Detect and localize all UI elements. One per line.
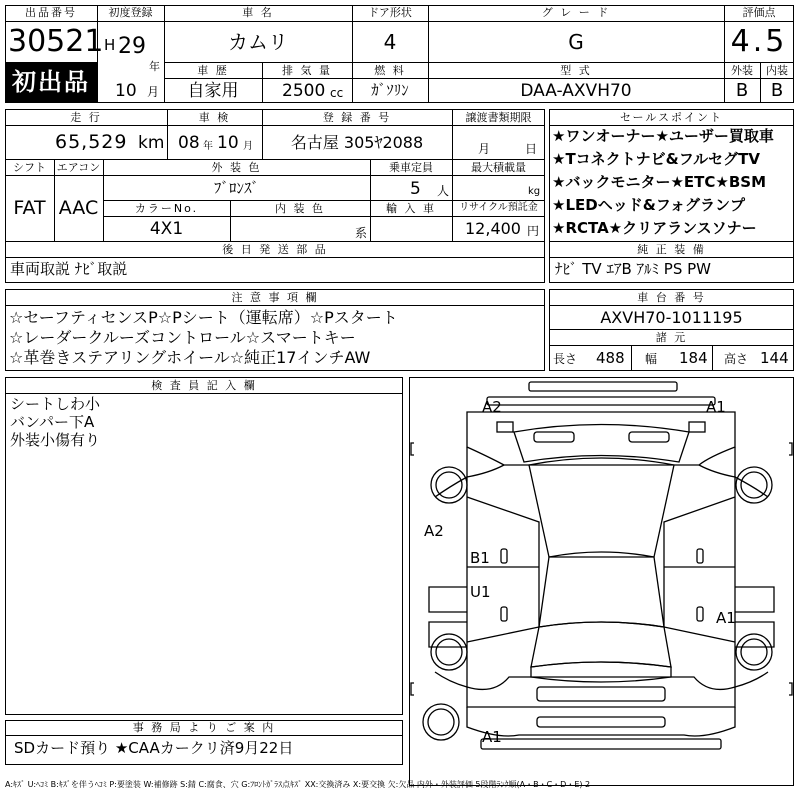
color-value: ﾌﾞﾛﾝｽﾞ bbox=[213, 179, 259, 197]
inspection-year: 08 bbox=[178, 133, 200, 153]
reg-era: H bbox=[104, 36, 116, 54]
transfer-day: 日 bbox=[525, 142, 538, 156]
mark-a2-side: A2 bbox=[424, 522, 444, 540]
later-parts-label: 後 日 発 送 部 品 bbox=[222, 243, 328, 256]
mileage-unit: km bbox=[138, 133, 165, 153]
length-label: 長さ bbox=[553, 352, 578, 366]
color-label: 外 装 色 bbox=[211, 161, 262, 174]
sales-point-5: ★RCTA★クリアランスソナー bbox=[552, 219, 757, 237]
transfer-label: 譲渡書類期限 bbox=[465, 111, 532, 124]
plate-value: 名古屋 305ﾔ2088 bbox=[290, 133, 424, 152]
office-label: 事 務 局 よ り ご 案 内 bbox=[132, 721, 276, 734]
ext-score: B bbox=[735, 80, 749, 101]
int-score-label: 内装 bbox=[766, 64, 788, 77]
lot-label: 出品番号 bbox=[25, 6, 77, 19]
fuel-value: ｶﾞｿﾘﾝ bbox=[371, 81, 409, 99]
car-diagram bbox=[409, 377, 794, 786]
car-name-label: 車 名 bbox=[242, 6, 274, 19]
height-label: 高さ bbox=[724, 352, 749, 366]
door-value: 4 bbox=[383, 30, 397, 54]
load-label: 最大積載量 bbox=[471, 161, 526, 174]
mark-a1-side: A1 bbox=[716, 609, 736, 627]
reg-year: 29 bbox=[118, 34, 146, 59]
recycle-label: リサイクル預託金 bbox=[459, 202, 538, 213]
first-listing-text: 初出品 bbox=[12, 68, 90, 96]
history-label: 車 歴 bbox=[197, 64, 229, 77]
sales-point-3: ★バックモニター★ETC★BSM bbox=[552, 173, 766, 191]
displacement-unit: cc bbox=[330, 86, 344, 100]
note-line-1: ☆セーフティセンスP☆Pシート（運転席）☆Pスタート bbox=[9, 308, 398, 327]
plate-label: 登 録 番 号 bbox=[322, 111, 392, 124]
shift-value: FAT bbox=[13, 197, 46, 219]
mark-u1: U1 bbox=[470, 583, 491, 601]
height-value: 144 bbox=[760, 349, 789, 367]
sales-point-1: ★ワンオーナー★ユーザー買取車 bbox=[552, 127, 774, 145]
grade-value: G bbox=[568, 30, 584, 54]
score-label: 評価点 bbox=[742, 6, 776, 19]
note-line-3: ☆革巻きステアリングホイール☆純正17インチAW bbox=[9, 348, 371, 367]
length-value: 488 bbox=[596, 349, 625, 367]
inspector-label: 検 査 員 記 入 欄 bbox=[151, 379, 257, 392]
ac-value: AAC bbox=[58, 197, 99, 219]
interior-unit: 系 bbox=[355, 226, 368, 240]
car-name: カムリ bbox=[228, 30, 288, 54]
reg-month: 10 bbox=[115, 81, 137, 101]
later-parts-value: 車両取説 ﾅﾋﾞ取説 bbox=[10, 260, 128, 278]
reg-year-unit: 年 bbox=[149, 60, 160, 73]
int-score: B bbox=[770, 80, 784, 101]
lot-number: 30521 bbox=[8, 24, 104, 59]
mileage-label: 走 行 bbox=[70, 111, 102, 124]
sales-point-2: ★Tコネクトナビ&フルセグTV bbox=[552, 150, 761, 168]
color-no-label: カラーNo. bbox=[134, 202, 199, 215]
score-value: 4.5 bbox=[730, 24, 788, 59]
grade-label: グ レ ー ド bbox=[541, 6, 611, 19]
mark-a2-front: A2 bbox=[482, 398, 502, 416]
shift-label: シフト bbox=[13, 161, 46, 174]
color-no-value: 4X1 bbox=[149, 219, 184, 239]
displacement-value: 2500 bbox=[282, 81, 326, 101]
dimensions-label: 諸 元 bbox=[655, 331, 688, 344]
transfer-month: 月 bbox=[478, 142, 491, 156]
model-value: DAA-AXVH70 bbox=[520, 81, 632, 101]
import-label: 輸 入 車 bbox=[386, 202, 436, 215]
load-unit: kg bbox=[528, 186, 541, 197]
legend-text: A:ｷｽﾞ U:ﾍｺﾐ B:ｷｽﾞを伴うﾍｺﾐ P:要塗装 W:補修跡 S:錆 C:腐食、穴 G:ﾌﾛﾝﾄｶﾞﾗｽ点ｷｽﾞ XX:交換済み X:要交換 欠:欠品 内外・外装評価 5段階ﾗﾝｸ順(A・B・C・D・E) 2 bbox=[5, 780, 591, 789]
interior-label: 内 装 色 bbox=[275, 202, 325, 215]
fuel-label: 燃 料 bbox=[374, 64, 406, 77]
inspector-line-1: シートしわ小 bbox=[10, 395, 101, 413]
office-value: SDカード預り ★CAAカークリ済9月22日 bbox=[14, 739, 294, 757]
first-reg-label: 初度登録 bbox=[108, 6, 153, 19]
ac-label: エアコン bbox=[56, 161, 101, 174]
displacement-label: 排 気 量 bbox=[282, 64, 332, 77]
recycle-unit: 円 bbox=[527, 224, 540, 238]
mark-a1-front: A1 bbox=[706, 398, 726, 416]
notes-label: 注 意 事 項 欄 bbox=[231, 291, 319, 304]
equipment-value: ﾅﾋﾞ TV ｴｱB ｱﾙﾐ PS PW bbox=[555, 260, 711, 278]
sales-point-4: ★LEDヘッド&フォグランプ bbox=[552, 196, 746, 214]
width-label: 幅 bbox=[645, 352, 658, 366]
capacity-label: 乗車定員 bbox=[389, 161, 433, 174]
inspector-line-3: 外装小傷有り bbox=[10, 431, 101, 449]
capacity-unit: 人 bbox=[437, 184, 450, 198]
inspection-label: 車 検 bbox=[198, 111, 231, 124]
inspection-month-unit: 月 bbox=[243, 141, 253, 152]
sales-points-label: セールスポイント bbox=[619, 111, 723, 124]
recycle-value: 12,400 bbox=[465, 219, 521, 238]
door-label: ドア形状 bbox=[368, 6, 412, 19]
chassis-value: AXVH70-1011195 bbox=[600, 308, 743, 327]
reg-month-unit: 月 bbox=[147, 85, 160, 99]
mileage-value: 65,529 bbox=[55, 131, 128, 153]
ext-score-label: 外装 bbox=[731, 64, 753, 77]
history-value: 自家用 bbox=[187, 81, 239, 101]
equipment-label: 純 正 装 備 bbox=[637, 243, 706, 256]
mark-a1-rear: A1 bbox=[482, 728, 502, 746]
model-label: 型 式 bbox=[560, 64, 592, 77]
note-line-2: ☆レーダークルーズコントロール☆スマートキー bbox=[9, 328, 356, 347]
width-value: 184 bbox=[679, 349, 708, 367]
inspection-year-unit: 年 bbox=[203, 141, 213, 152]
capacity-value: 5 bbox=[410, 179, 421, 199]
chassis-label: 車 台 番 号 bbox=[637, 291, 706, 304]
inspection-month: 10 bbox=[217, 133, 239, 153]
inspector-line-2: バンパー下A bbox=[10, 413, 95, 431]
mark-b1: B1 bbox=[470, 549, 490, 567]
